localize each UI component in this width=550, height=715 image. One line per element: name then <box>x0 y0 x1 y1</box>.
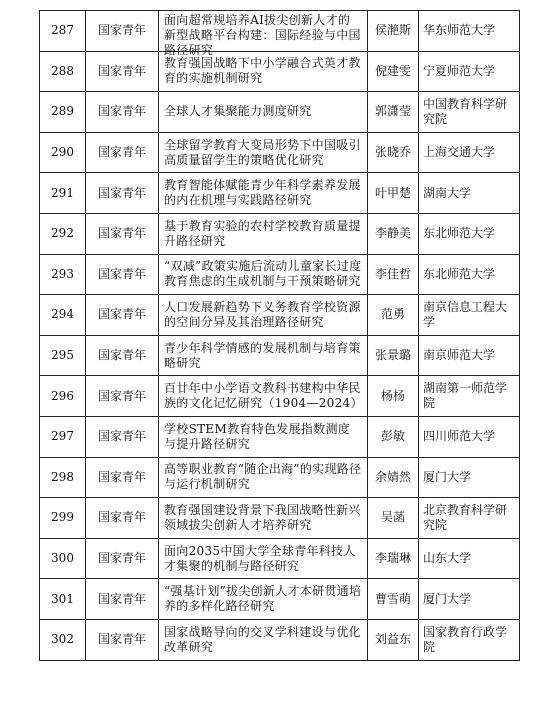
table-row <box>40 498 520 539</box>
table-row <box>40 92 520 133</box>
row-person: 叶甲楚 <box>368 173 419 214</box>
row-organization: 东北师范大学 <box>419 213 520 254</box>
row-number: 300 <box>40 538 86 579</box>
row-number: 296 <box>40 376 86 417</box>
row-organization: 国家教育行政学院 <box>419 619 520 660</box>
row-number: 299 <box>40 498 86 539</box>
table-row <box>40 254 520 295</box>
row-number: 295 <box>40 335 86 376</box>
row-title-text: 国家战略导向的交叉学科建设与优化改革研究 <box>164 624 361 654</box>
table-row <box>40 579 520 620</box>
row-organization: 厦门大学 <box>419 579 520 620</box>
row-title-text: 全球人才集聚能力测度研究 <box>164 104 312 119</box>
row-organization: 厦门大学 <box>419 457 520 498</box>
row-title <box>159 619 368 660</box>
project-table <box>39 10 520 661</box>
table-row <box>40 376 520 417</box>
row-person: 彭敏 <box>368 416 419 457</box>
table-row <box>40 457 520 498</box>
row-person: 郭潇莹 <box>368 92 419 133</box>
row-organization: 南京信息工程大学 <box>419 295 520 336</box>
row-title-text: 教育强国建设背景下我国战略性新兴领域拔尖创新人才培养研究 <box>164 502 361 532</box>
table-row <box>40 11 520 52</box>
row-title-text: 基于教育实验的农村学校教育质量提升路径研究 <box>164 218 361 248</box>
row-category: 国家青年 <box>86 457 159 498</box>
table-row <box>40 51 520 92</box>
row-person: 吴菡 <box>368 498 419 539</box>
row-number: 302 <box>40 619 86 660</box>
row-organization: 东北师范大学 <box>419 254 520 295</box>
row-title <box>159 11 368 57</box>
row-person: 杨杨 <box>368 376 419 417</box>
row-category: 国家青年 <box>86 295 159 336</box>
row-person: 张景璐 <box>368 335 419 376</box>
row-number: 294 <box>40 295 86 336</box>
row-title <box>159 254 368 295</box>
row-category: 国家青年 <box>86 173 159 214</box>
row-category: 国家青年 <box>86 51 159 92</box>
row-title <box>159 457 368 498</box>
row-organization: 四川师范大学 <box>419 416 520 457</box>
row-person: 侯滟斯 <box>368 11 419 52</box>
project-table-body <box>40 11 520 661</box>
row-number: 291 <box>40 173 86 214</box>
row-category: 国家青年 <box>86 538 159 579</box>
table-row <box>40 619 520 660</box>
row-organization: 中国教育科学研究院 <box>419 92 520 133</box>
row-person: 李瑞琳 <box>368 538 419 579</box>
row-person: 倪建雯 <box>368 51 419 92</box>
row-title-text: 高等职业教育“随企出海”的实现路径与运行机制研究 <box>164 462 362 492</box>
row-title-text: 青少年科学情感的发展机制与培育策略研究 <box>164 340 361 370</box>
row-organization: 北京教育科学研究院 <box>419 498 520 539</box>
row-category: 国家青年 <box>86 619 159 660</box>
row-number: 301 <box>40 579 86 620</box>
row-category: 国家青年 <box>86 376 159 417</box>
row-title-text: 百廿年中小学语文教科书建构中华民族的文化记忆研究（1904—2024） <box>164 381 363 411</box>
row-person: 李静美 <box>368 213 419 254</box>
row-category: 国家青年 <box>86 132 159 173</box>
row-title <box>159 92 368 133</box>
row-organization: 山东大学 <box>419 538 520 579</box>
table-row <box>40 173 520 214</box>
row-organization: 湖南大学 <box>419 173 520 214</box>
table-row <box>40 295 520 336</box>
row-person: 余婧然 <box>368 457 419 498</box>
row-title <box>159 51 368 92</box>
table-row <box>40 416 520 457</box>
row-title <box>159 132 368 173</box>
row-title <box>159 579 368 620</box>
row-organization: 湖南第一师范学院 <box>419 376 520 417</box>
row-title-text: 人口发展新趋势下义务教育学校资源的空间分异及其治理路径研究 <box>164 299 361 329</box>
row-category: 国家青年 <box>86 579 159 620</box>
row-person: 张晓乔 <box>368 132 419 173</box>
row-number: 292 <box>40 213 86 254</box>
row-number: 287 <box>40 11 86 52</box>
row-number: 297 <box>40 416 86 457</box>
row-organization: 宁夏师范大学 <box>419 51 520 92</box>
table-row <box>40 538 520 579</box>
row-title-text: 教育强国战略下中小学融合式英才教育的实施机制研究 <box>164 56 361 86</box>
row-category: 国家青年 <box>86 335 159 376</box>
row-title <box>159 498 368 539</box>
row-person: 曹雪萌 <box>368 579 419 620</box>
row-title-text: 教育智能体赋能青少年科学素养发展的内在机理与实践路径研究 <box>164 178 361 208</box>
row-number: 298 <box>40 457 86 498</box>
row-category: 国家青年 <box>86 11 159 52</box>
row-title <box>159 376 368 417</box>
row-title <box>159 335 368 376</box>
row-title <box>159 213 368 254</box>
row-title <box>159 538 368 579</box>
row-title <box>159 173 368 214</box>
row-title <box>159 416 368 457</box>
row-category: 国家青年 <box>86 254 159 295</box>
table-row <box>40 335 520 376</box>
row-organization: 上海交通大学 <box>419 132 520 173</box>
row-number: 288 <box>40 51 86 92</box>
row-title <box>159 295 368 336</box>
row-title-text: 全球留学教育大变局形势下中国吸引高质量留学生的策略优化研究 <box>164 137 361 167</box>
row-organization: 南京师范大学 <box>419 335 520 376</box>
row-category: 国家青年 <box>86 416 159 457</box>
table-row <box>40 132 520 173</box>
row-category: 国家青年 <box>86 498 159 539</box>
row-person: 李佳哲 <box>368 254 419 295</box>
row-title-text: “双减”政策实施后流动儿童家长过度教育焦虑的生成机制与干预策略研究 <box>164 259 362 289</box>
row-category: 国家青年 <box>86 92 159 133</box>
row-number: 293 <box>40 254 86 295</box>
row-title-text: 面向2035中国大学全球青年科技人才集聚的机制与路径研究 <box>164 543 356 573</box>
row-category: 国家青年 <box>86 213 159 254</box>
row-person: 范勇 <box>368 295 419 336</box>
row-title-text: “强基计划”拔尖创新人才本研贯通培养的多样化路径研究 <box>164 584 362 614</box>
row-title-text: 学校STEM教育特色发展指数测度与提升路径研究 <box>164 421 351 451</box>
row-person: 刘益东 <box>368 619 419 660</box>
row-title-text: 面向超常规培养AI拔尖创新人才的新型战略平台构建：国际经验与中国路径研究 <box>164 12 361 57</box>
table-row <box>40 213 520 254</box>
row-number: 289 <box>40 92 86 133</box>
row-number: 290 <box>40 132 86 173</box>
row-organization: 华东师范大学 <box>419 11 520 52</box>
